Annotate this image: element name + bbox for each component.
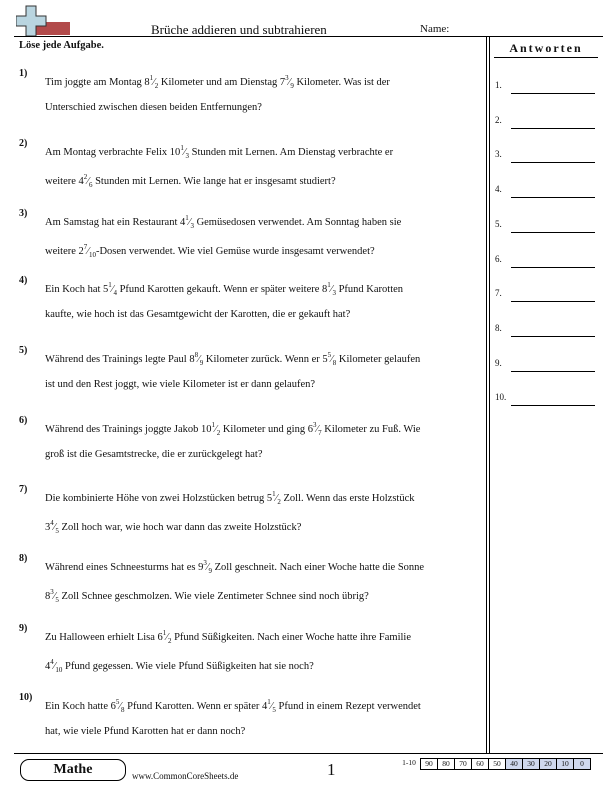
fraction bbox=[116, 692, 125, 721]
score-cell: 20 bbox=[539, 758, 557, 770]
answer-blank[interactable] bbox=[511, 128, 595, 129]
question-text bbox=[45, 415, 481, 465]
text-segment: Zoll. Wenn das erste Holzstück bbox=[280, 493, 415, 504]
question-number: 8) bbox=[19, 553, 28, 564]
text-segment: kaufte, wie hoch ist das Gesamtgewicht der Karotten, die er gekauft hat? bbox=[45, 309, 351, 320]
question-line bbox=[45, 275, 481, 304]
numerator: 3 bbox=[203, 559, 207, 567]
fraction bbox=[150, 68, 159, 97]
denominator: 10 bbox=[55, 666, 63, 674]
brand-badge: Mathe bbox=[20, 759, 126, 781]
numerator: 1 bbox=[108, 281, 112, 289]
question-text bbox=[45, 138, 481, 196]
website-link[interactable]: www.CommonCoreSheets.de bbox=[132, 771, 239, 781]
question-line bbox=[45, 138, 481, 167]
score-table bbox=[398, 758, 591, 770]
question-line bbox=[45, 582, 481, 611]
question-line bbox=[45, 484, 481, 513]
text-segment: groß ist die Gesamtstrecke, die er zurückgelegt hat? bbox=[45, 449, 263, 460]
numerator: 4 bbox=[50, 519, 54, 527]
question-line bbox=[45, 345, 481, 374]
text-segment: Pfund Karotten bbox=[335, 284, 404, 295]
answer-blank[interactable] bbox=[511, 197, 595, 198]
text-segment: weitere 2 bbox=[45, 246, 84, 257]
question-6 bbox=[19, 415, 481, 465]
answer-label: 6. bbox=[495, 253, 502, 264]
fraction bbox=[180, 138, 189, 167]
question-7 bbox=[19, 484, 481, 542]
denominator: 6 bbox=[88, 181, 93, 189]
text-segment: Zoll hoch war, wie hoch war dann das zweite Holzstück? bbox=[58, 522, 302, 533]
worksheet-title: Brüche addieren und subtrahieren bbox=[151, 22, 327, 37]
numerator: 2 bbox=[83, 173, 88, 181]
denominator: 3 bbox=[185, 152, 189, 160]
numerator: 1 bbox=[185, 214, 189, 222]
name-label: Name: bbox=[420, 23, 450, 35]
answer-row-1 bbox=[495, 80, 595, 94]
question-3 bbox=[19, 208, 481, 266]
fraction bbox=[212, 415, 221, 444]
fraction bbox=[203, 553, 212, 582]
answer-label: 8. bbox=[495, 322, 502, 333]
fraction-slash: ⁄ bbox=[111, 284, 114, 295]
footer-divider bbox=[14, 753, 603, 754]
answer-label: 4. bbox=[495, 184, 502, 195]
fraction bbox=[272, 484, 281, 513]
numerator: 1 bbox=[272, 490, 276, 498]
question-number: 10) bbox=[19, 692, 33, 703]
answer-row-9 bbox=[495, 358, 595, 372]
text-segment: Gemüsedosen verwendet. Am Sonntag haben sie bbox=[193, 217, 402, 228]
fraction bbox=[50, 513, 59, 542]
answer-row-5 bbox=[495, 219, 595, 233]
answer-label: 2. bbox=[495, 114, 502, 125]
question-4 bbox=[19, 275, 481, 325]
fraction-slash: ⁄ bbox=[183, 147, 186, 158]
question-line bbox=[45, 415, 481, 444]
logo-icon bbox=[16, 4, 72, 38]
question-line bbox=[45, 237, 481, 266]
score-cell: 60 bbox=[471, 758, 489, 770]
fraction bbox=[195, 345, 204, 374]
text-segment: Kilometer und ging 6 bbox=[220, 424, 313, 435]
text-segment: Pfund gegessen. Wie viele Pfund Süßigkeiten hat sie noch? bbox=[62, 661, 314, 672]
text-segment: Stunden mit Lernen. Wie lange hat er insgesamt studiert? bbox=[92, 176, 336, 187]
fraction-slash: ⁄ bbox=[215, 424, 217, 435]
denominator: 9 bbox=[290, 82, 294, 90]
fraction bbox=[84, 167, 93, 196]
fraction bbox=[285, 68, 294, 97]
denominator: 5 bbox=[272, 706, 276, 714]
fraction bbox=[50, 582, 59, 611]
denominator: 7 bbox=[318, 429, 322, 437]
fraction-slash: ⁄ bbox=[316, 424, 319, 435]
question-text bbox=[45, 553, 481, 611]
fraction bbox=[328, 345, 337, 374]
text-segment: Pfund in einem Rezept verwendet bbox=[275, 701, 421, 712]
question-number: 7) bbox=[19, 484, 28, 495]
score-cell: 40 bbox=[505, 758, 523, 770]
fraction-slash: ⁄ bbox=[206, 562, 209, 573]
denominator: 8 bbox=[332, 359, 337, 367]
fraction-slash: ⁄ bbox=[53, 522, 56, 533]
question-line bbox=[45, 692, 481, 721]
text-segment: ist und den Rest joggt, wie viele Kilometer ist er dann gelaufen? bbox=[45, 379, 316, 390]
question-line bbox=[45, 444, 481, 465]
question-line bbox=[45, 652, 481, 681]
numerator: 8 bbox=[194, 351, 199, 359]
question-line bbox=[45, 721, 481, 742]
question-10 bbox=[19, 692, 481, 742]
numerator: 3 bbox=[312, 421, 317, 429]
fraction-slash: ⁄ bbox=[87, 246, 89, 257]
fraction bbox=[185, 208, 194, 237]
answer-label: 7. bbox=[495, 288, 502, 299]
question-text bbox=[45, 692, 481, 742]
fraction-slash: ⁄ bbox=[270, 701, 273, 712]
question-number: 2) bbox=[19, 138, 28, 149]
question-8 bbox=[19, 553, 481, 611]
score-cell: 30 bbox=[522, 758, 540, 770]
header-divider bbox=[14, 36, 603, 37]
fraction bbox=[327, 275, 336, 304]
text-segment: Ein Koch hatte 6 bbox=[45, 701, 116, 712]
fraction-slash: ⁄ bbox=[53, 661, 56, 672]
text-segment: Pfund Süßigkeiten. Nach einer Woche hatte ihre Familie bbox=[171, 632, 411, 643]
answer-blank[interactable] bbox=[511, 162, 595, 163]
fraction-slash: ⁄ bbox=[331, 354, 333, 365]
answer-blank[interactable] bbox=[511, 93, 595, 94]
denominator: 5 bbox=[55, 596, 59, 604]
question-line bbox=[45, 513, 481, 542]
numerator: 1 bbox=[180, 144, 184, 152]
answer-blank[interactable] bbox=[511, 267, 595, 268]
answer-label: 9. bbox=[495, 357, 502, 368]
denominator: 2 bbox=[277, 498, 281, 506]
answer-blank[interactable] bbox=[511, 301, 595, 302]
question-text bbox=[45, 208, 481, 266]
question-number: 5) bbox=[19, 345, 28, 356]
fraction-slash: ⁄ bbox=[288, 77, 291, 88]
numerator: 7 bbox=[83, 243, 88, 251]
text-segment: Unterschied zwischen diesen beiden Entfernungen? bbox=[45, 102, 262, 113]
question-9 bbox=[19, 623, 481, 681]
text-segment: Während des Trainings joggte Jakob 10 bbox=[45, 424, 212, 435]
question-line bbox=[45, 374, 481, 395]
fraction-slash: ⁄ bbox=[119, 701, 122, 712]
answer-label: 3. bbox=[495, 149, 502, 160]
text-segment: 4 bbox=[45, 661, 51, 672]
answers-heading-underline bbox=[494, 57, 598, 58]
fraction bbox=[50, 652, 62, 681]
answer-blank[interactable] bbox=[511, 336, 595, 337]
denominator: 3 bbox=[190, 222, 194, 230]
text-segment: Kilometer und am Dienstag 7 bbox=[158, 77, 286, 88]
numerator: 1 bbox=[267, 698, 271, 706]
answer-blank[interactable] bbox=[511, 371, 595, 372]
column-divider-right bbox=[489, 37, 490, 753]
answer-label: 10. bbox=[495, 392, 507, 403]
question-line bbox=[45, 304, 481, 325]
numerator: 5 bbox=[327, 351, 332, 359]
numerator: 1 bbox=[327, 281, 331, 289]
answer-row-4 bbox=[495, 184, 595, 198]
denominator: 2 bbox=[154, 82, 159, 90]
numerator: 1 bbox=[211, 421, 216, 429]
answer-row-6 bbox=[495, 254, 595, 268]
question-text bbox=[45, 275, 481, 325]
text-segment: Während eines Schneesturms hat es 9 bbox=[45, 562, 204, 573]
question-line bbox=[45, 68, 481, 97]
fraction-slash: ⁄ bbox=[153, 77, 155, 88]
score-cell: 70 bbox=[454, 758, 472, 770]
denominator: 2 bbox=[167, 637, 172, 645]
answer-blank[interactable] bbox=[511, 405, 595, 406]
fraction-slash: ⁄ bbox=[188, 217, 191, 228]
fraction-slash: ⁄ bbox=[275, 493, 278, 504]
denominator: 5 bbox=[55, 527, 59, 535]
text-segment: Zu Halloween erhielt Lisa 6 bbox=[45, 632, 163, 643]
fraction bbox=[163, 623, 172, 652]
text-segment: Stunden mit Lernen. Am Dienstag verbrachte er bbox=[188, 147, 394, 158]
question-line bbox=[45, 623, 481, 652]
text-segment: Pfund Karotten gekauft. Wenn er später weitere 8 bbox=[116, 284, 328, 295]
denominator: 8 bbox=[121, 706, 125, 714]
text-segment: Am Samstag hat ein Restaurant 4 bbox=[45, 217, 186, 228]
score-cell: 0 bbox=[573, 758, 591, 770]
question-line bbox=[45, 208, 481, 237]
score-cell: 90 bbox=[420, 758, 438, 770]
question-number: 6) bbox=[19, 415, 28, 426]
text-segment: -Dosen verwendet. Wie viel Gemüse wurde insgesamt verwendet? bbox=[95, 246, 375, 257]
fraction bbox=[313, 415, 322, 444]
question-number: 4) bbox=[19, 275, 28, 286]
answer-row-3 bbox=[495, 149, 595, 163]
fraction bbox=[84, 237, 96, 266]
fraction-slash: ⁄ bbox=[198, 354, 200, 365]
numerator: 4 bbox=[50, 658, 54, 666]
fraction-slash: ⁄ bbox=[166, 632, 168, 643]
answer-label: 5. bbox=[495, 218, 502, 229]
page-number: 1 bbox=[327, 760, 336, 779]
score-cell: 80 bbox=[437, 758, 455, 770]
answers-heading: Antworten bbox=[509, 41, 583, 55]
score-cell: 50 bbox=[488, 758, 506, 770]
denominator: 9 bbox=[208, 567, 212, 575]
numerator: 1 bbox=[149, 74, 154, 82]
question-text bbox=[45, 623, 481, 681]
question-text bbox=[45, 345, 481, 395]
text-segment: Am Montag verbrachte Felix 10 bbox=[45, 147, 181, 158]
question-line bbox=[45, 553, 481, 582]
instructions: Löse jede Aufgabe. bbox=[19, 40, 104, 51]
text-segment: Die kombinierte Höhe von zwei Holzstücken betrug 5 bbox=[45, 493, 273, 504]
text-segment: weitere 4 bbox=[45, 176, 84, 187]
answer-row-2 bbox=[495, 115, 595, 129]
question-number: 1) bbox=[19, 68, 28, 79]
numerator: 3 bbox=[285, 74, 289, 82]
numerator: 1 bbox=[162, 629, 167, 637]
question-number: 9) bbox=[19, 623, 28, 634]
denominator: 2 bbox=[216, 429, 221, 437]
text-segment: Kilometer zu Fuß. Wie bbox=[321, 424, 421, 435]
question-number: 3) bbox=[19, 208, 28, 219]
question-line bbox=[45, 97, 481, 118]
question-5 bbox=[19, 345, 481, 395]
text-segment: Ein Koch hat 5 bbox=[45, 284, 109, 295]
denominator: 9 bbox=[199, 359, 204, 367]
question-1 bbox=[19, 68, 481, 118]
score-cell: 10 bbox=[556, 758, 574, 770]
fraction-slash: ⁄ bbox=[53, 591, 56, 602]
text-segment: Zoll geschneit. Nach einer Woche hatte die Sonne bbox=[212, 562, 425, 573]
text-segment: Tim joggte am Montag 8 bbox=[45, 77, 150, 88]
question-2 bbox=[19, 138, 481, 196]
question-line bbox=[45, 167, 481, 196]
text-segment: Pfund Karotten. Wenn er später 4 bbox=[124, 701, 268, 712]
answer-row-10 bbox=[495, 392, 595, 406]
fraction bbox=[267, 692, 276, 721]
fraction-slash: ⁄ bbox=[330, 284, 333, 295]
fraction bbox=[108, 275, 117, 304]
column-divider-left bbox=[486, 37, 487, 753]
denominator: 4 bbox=[113, 289, 117, 297]
fraction-slash: ⁄ bbox=[87, 176, 89, 187]
question-text bbox=[45, 68, 481, 118]
answer-row-8 bbox=[495, 323, 595, 337]
text-segment: Während des Trainings legte Paul 8 bbox=[45, 354, 195, 365]
numerator: 3 bbox=[50, 588, 54, 596]
denominator: 3 bbox=[332, 289, 336, 297]
answer-blank[interactable] bbox=[511, 232, 595, 233]
text-segment: Kilometer zurück. Wenn er 5 bbox=[203, 354, 328, 365]
score-cell: 1-10 bbox=[402, 758, 416, 767]
denominator: 10 bbox=[88, 251, 96, 259]
text-segment: 3 bbox=[45, 522, 51, 533]
text-segment: Kilometer gelaufen bbox=[336, 354, 421, 365]
question-text bbox=[45, 484, 481, 542]
text-segment: Kilometer. Was ist der bbox=[293, 77, 390, 88]
numerator: 5 bbox=[115, 698, 120, 706]
text-segment: 8 bbox=[45, 591, 51, 602]
text-segment: Zoll Schnee geschmolzen. Wie viele Zentimeter Schnee sind noch übrig? bbox=[58, 591, 369, 602]
answer-label: 1. bbox=[495, 80, 502, 90]
text-segment: hat, wie viele Pfund Karotten hat er dann noch? bbox=[45, 726, 246, 737]
answer-row-7 bbox=[495, 288, 595, 302]
